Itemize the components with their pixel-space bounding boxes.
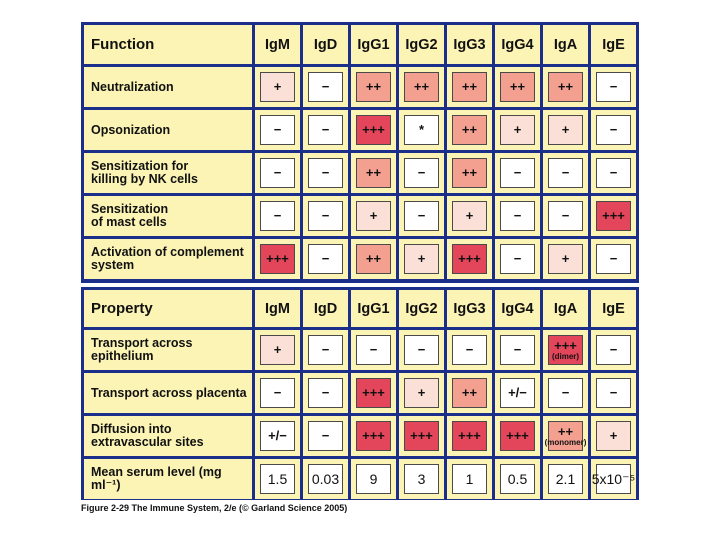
- cell-value: −: [513, 251, 522, 266]
- cell-value: ++: [557, 423, 574, 439]
- cell-value: 1: [465, 471, 474, 487]
- cell-value: +++: [362, 428, 385, 443]
- cell-value: +++: [266, 251, 289, 266]
- cell-value-box: [404, 378, 439, 408]
- cell-value: +: [465, 208, 474, 223]
- table-cell: [591, 416, 636, 456]
- cell-value: −: [273, 208, 282, 223]
- cell-value: +: [561, 122, 570, 137]
- cell-value: ++: [365, 251, 382, 266]
- cell-value-box: [591, 464, 636, 494]
- table-cell: [543, 153, 588, 193]
- table-cell: [351, 67, 396, 107]
- cell-value: −: [417, 342, 426, 357]
- table-row: [84, 196, 636, 236]
- column-header: IgM: [255, 290, 300, 327]
- table-cell: [447, 67, 492, 107]
- table-cell: [303, 459, 348, 499]
- cell-note: (monomer): [544, 437, 587, 447]
- table-cell: [591, 110, 636, 150]
- table-cell: [303, 110, 348, 150]
- table-cell: [591, 459, 636, 499]
- table-cell: [495, 153, 540, 193]
- table-cell: [447, 416, 492, 456]
- cell-value: −: [609, 251, 618, 266]
- cell-value-box: [452, 201, 487, 231]
- row-label: Sensitization of mast cells: [84, 196, 252, 236]
- cell-value: +++: [362, 385, 385, 400]
- column-header: IgA: [543, 290, 588, 327]
- table-cell: [351, 110, 396, 150]
- table-cell: [495, 416, 540, 456]
- cell-value-box: [308, 335, 343, 365]
- cell-value: −: [321, 251, 330, 266]
- cell-value-box: [356, 158, 391, 188]
- cell-value-box: [548, 335, 583, 365]
- cell-value-box: [596, 201, 631, 231]
- cell-value: −: [513, 208, 522, 223]
- cell-value-box: [596, 335, 631, 365]
- cell-value-box: [308, 464, 343, 494]
- cell-value: ++: [413, 79, 430, 94]
- table-cell: [447, 459, 492, 499]
- cell-value-box: [452, 158, 487, 188]
- cell-value-box: [596, 72, 631, 102]
- cell-value-box: [596, 244, 631, 274]
- header-label: Function: [84, 25, 252, 64]
- cell-value: +: [273, 79, 282, 94]
- cell-value: ++: [461, 79, 478, 94]
- table-row: [84, 67, 636, 107]
- row-label: Diffusion into extravascular sites: [84, 416, 252, 456]
- cell-value: 0.03: [311, 471, 340, 487]
- table-cell: [255, 196, 300, 236]
- header-row: [84, 290, 636, 327]
- table-cell: [399, 373, 444, 413]
- cell-value: +: [561, 251, 570, 266]
- column-header: IgM: [255, 25, 300, 64]
- cell-value-box: [260, 378, 295, 408]
- table-cell: [303, 416, 348, 456]
- cell-value-box: [548, 158, 583, 188]
- cell-value: −: [321, 79, 330, 94]
- cell-value: −: [321, 428, 330, 443]
- cell-value-box: [452, 421, 487, 451]
- table-cell: [543, 196, 588, 236]
- table-cell: [495, 239, 540, 279]
- cell-value-box: [404, 201, 439, 231]
- cell-value-box: [356, 421, 391, 451]
- table-cell: [351, 459, 396, 499]
- table-cell: [255, 330, 300, 370]
- cell-value-box: [356, 201, 391, 231]
- cell-value: ++: [365, 165, 382, 180]
- table-cell: [399, 67, 444, 107]
- table-cell: [495, 196, 540, 236]
- figure-caption: Figure 2-29 The Immune System, 2/e (© Garland Science 2005): [81, 503, 348, 513]
- cell-value: +++: [506, 428, 529, 443]
- cell-value-box: [356, 115, 391, 145]
- cell-value-box: [308, 72, 343, 102]
- cell-value-box: [548, 464, 583, 494]
- cell-value: 0.5: [507, 471, 528, 487]
- table-row: [84, 110, 636, 150]
- cell-value: +++: [554, 337, 577, 353]
- function-table: [81, 22, 639, 283]
- cell-value-box: [500, 158, 535, 188]
- row-label: Neutralization: [84, 67, 252, 107]
- column-header: IgG4: [495, 290, 540, 327]
- table-cell: [399, 239, 444, 279]
- cell-value-box: [500, 72, 535, 102]
- table-cell: [351, 330, 396, 370]
- cell-value-box: [596, 378, 631, 408]
- column-header: IgG1: [351, 290, 396, 327]
- table-cell: [255, 153, 300, 193]
- cell-value: ++: [461, 385, 478, 400]
- cell-value-box: [260, 115, 295, 145]
- cell-value-box: [500, 201, 535, 231]
- cell-value-box: [356, 464, 391, 494]
- cell-value-box: [260, 335, 295, 365]
- cell-value: +: [417, 251, 426, 266]
- cell-value: −: [321, 208, 330, 223]
- row-label: Activation of complement system: [84, 239, 252, 279]
- cell-value: +++: [458, 251, 481, 266]
- cell-value-box: [260, 201, 295, 231]
- cell-value-box: [404, 158, 439, 188]
- cell-value: +++: [602, 208, 625, 223]
- table-row: [84, 373, 636, 413]
- column-header: IgG2: [399, 25, 444, 64]
- column-header: IgG3: [447, 290, 492, 327]
- row-label: Sensitization for killing by NK cells: [84, 153, 252, 193]
- cell-value-box: [596, 421, 631, 451]
- cell-value: ++: [461, 122, 478, 137]
- cell-value: −: [417, 208, 426, 223]
- cell-note: (dimer): [551, 351, 580, 361]
- header-label: Property: [84, 290, 252, 327]
- row-label: Transport across epithelium: [84, 330, 252, 370]
- cell-value: −: [609, 79, 618, 94]
- column-header: IgG2: [399, 290, 444, 327]
- cell-value-box: [260, 464, 295, 494]
- cell-value-box: [500, 464, 535, 494]
- cell-value: −: [273, 165, 282, 180]
- cell-value-box: [404, 464, 439, 494]
- cell-value: −: [561, 165, 570, 180]
- cell-value-box: [452, 244, 487, 274]
- table-cell: [447, 373, 492, 413]
- cell-value: 5x10⁻⁵: [591, 471, 636, 487]
- table-cell: [543, 110, 588, 150]
- table-cell: [399, 110, 444, 150]
- cell-value: +/−: [508, 385, 527, 400]
- cell-value-box: [500, 421, 535, 451]
- cell-value: −: [561, 385, 570, 400]
- cell-value-box: [452, 335, 487, 365]
- table-cell: [495, 373, 540, 413]
- table-cell: [447, 330, 492, 370]
- table-cell: [543, 67, 588, 107]
- property-table: [81, 287, 639, 500]
- table-cell: [543, 330, 588, 370]
- cell-value-box: [260, 158, 295, 188]
- cell-value-box: [260, 244, 295, 274]
- cell-value: −: [273, 385, 282, 400]
- cell-value: −: [321, 342, 330, 357]
- table-cell: [303, 239, 348, 279]
- cell-value: +: [273, 342, 282, 357]
- cell-value-box: [500, 378, 535, 408]
- table-cell: [303, 67, 348, 107]
- table-cell: [447, 153, 492, 193]
- cell-value: −: [609, 342, 618, 357]
- cell-value: −: [513, 342, 522, 357]
- table-cell: [495, 459, 540, 499]
- cell-value-box: [548, 115, 583, 145]
- table-cell: [543, 416, 588, 456]
- column-header: IgG3: [447, 25, 492, 64]
- cell-value: +++: [410, 428, 433, 443]
- table-row: [84, 416, 636, 456]
- table-cell: [255, 373, 300, 413]
- cell-value: ++: [365, 79, 382, 94]
- table-cell: [351, 196, 396, 236]
- cell-value: −: [561, 208, 570, 223]
- table-cell: [351, 153, 396, 193]
- cell-value: +: [513, 122, 522, 137]
- row-label: Opsonization: [84, 110, 252, 150]
- column-header: IgG4: [495, 25, 540, 64]
- cell-value-box: [404, 244, 439, 274]
- table-cell: [447, 110, 492, 150]
- cell-value: −: [465, 342, 474, 357]
- cell-value: ++: [461, 165, 478, 180]
- cell-value-box: [596, 158, 631, 188]
- cell-value-box: [404, 72, 439, 102]
- cell-value-box: [500, 335, 535, 365]
- cell-value-box: [452, 72, 487, 102]
- cell-value: +++: [458, 428, 481, 443]
- table-cell: [303, 373, 348, 413]
- table-cell: [399, 416, 444, 456]
- cell-value: +/−: [268, 428, 287, 443]
- cell-value-box: [544, 421, 587, 451]
- cell-value-box: [356, 378, 391, 408]
- cell-value-box: [548, 244, 583, 274]
- table-cell: [255, 459, 300, 499]
- table-cell: [543, 373, 588, 413]
- table-cell: [447, 239, 492, 279]
- cell-value: +: [609, 428, 618, 443]
- table-cell: [399, 153, 444, 193]
- cell-value-box: [260, 421, 295, 451]
- table-cell: [495, 110, 540, 150]
- column-header: IgA: [543, 25, 588, 64]
- table-cell: [399, 459, 444, 499]
- cell-value: +: [369, 208, 378, 223]
- cell-value-box: [308, 158, 343, 188]
- table-cell: [591, 196, 636, 236]
- cell-value: −: [321, 165, 330, 180]
- cell-value: −: [321, 122, 330, 137]
- cell-value-box: [308, 115, 343, 145]
- cell-value: 2.1: [555, 471, 576, 487]
- table-row: [84, 459, 636, 499]
- table-cell: [255, 416, 300, 456]
- table-cell: [255, 67, 300, 107]
- cell-value-box: [260, 72, 295, 102]
- table-cell: [351, 239, 396, 279]
- cell-value-box: [308, 244, 343, 274]
- cell-value-box: [308, 201, 343, 231]
- cell-value: −: [609, 122, 618, 137]
- cell-value: 3: [417, 471, 426, 487]
- table-cell: [591, 373, 636, 413]
- table-cell: [255, 110, 300, 150]
- cell-value: −: [273, 122, 282, 137]
- table-row: [84, 153, 636, 193]
- cell-value-box: [452, 464, 487, 494]
- column-header: IgE: [591, 25, 636, 64]
- cell-value-box: [548, 201, 583, 231]
- cell-value: −: [609, 165, 618, 180]
- cell-value: 9: [369, 471, 378, 487]
- cell-value-box: [308, 421, 343, 451]
- cell-value-box: [500, 244, 535, 274]
- column-header: IgG1: [351, 25, 396, 64]
- cell-value-box: [404, 335, 439, 365]
- cell-value: −: [369, 342, 378, 357]
- table-cell: [591, 239, 636, 279]
- table-cell: [351, 416, 396, 456]
- row-label: Mean serum level (mg ml⁻¹): [84, 459, 252, 499]
- cell-value-box: [356, 72, 391, 102]
- table-cell: [543, 239, 588, 279]
- header-row: [84, 25, 636, 64]
- cell-value: −: [609, 385, 618, 400]
- table-cell: [399, 196, 444, 236]
- cell-value-box: [452, 115, 487, 145]
- table-row: [84, 239, 636, 279]
- cell-value-box: [548, 72, 583, 102]
- table-cell: [591, 330, 636, 370]
- cell-value-box: [308, 378, 343, 408]
- cell-value-box: [596, 115, 631, 145]
- cell-value-box: [500, 115, 535, 145]
- cell-value: −: [321, 385, 330, 400]
- table-cell: [591, 153, 636, 193]
- column-header: IgD: [303, 25, 348, 64]
- table-cell: [303, 196, 348, 236]
- table-cell: [543, 459, 588, 499]
- cell-value-box: [356, 335, 391, 365]
- cell-value: 1.5: [267, 471, 288, 487]
- column-header: IgD: [303, 290, 348, 327]
- cell-value: −: [513, 165, 522, 180]
- cell-value: −: [417, 165, 426, 180]
- table-cell: [255, 239, 300, 279]
- cell-value-box: [452, 378, 487, 408]
- cell-value: +++: [362, 122, 385, 137]
- cell-value-box: [404, 421, 439, 451]
- cell-value: ++: [557, 79, 574, 94]
- table-cell: [303, 153, 348, 193]
- cell-value-box: [404, 115, 439, 145]
- column-header: IgE: [591, 290, 636, 327]
- cell-value-box: [356, 244, 391, 274]
- table-row: [84, 330, 636, 370]
- table-cell: [495, 330, 540, 370]
- table-cell: [303, 330, 348, 370]
- cell-value-box: [548, 378, 583, 408]
- cell-value: *: [418, 122, 425, 137]
- table-cell: [351, 373, 396, 413]
- table-cell: [591, 67, 636, 107]
- row-label: Transport across placenta: [84, 373, 252, 413]
- cell-value: ++: [509, 79, 526, 94]
- cell-value: +: [417, 385, 426, 400]
- table-cell: [495, 67, 540, 107]
- table-cell: [399, 330, 444, 370]
- table-cell: [447, 196, 492, 236]
